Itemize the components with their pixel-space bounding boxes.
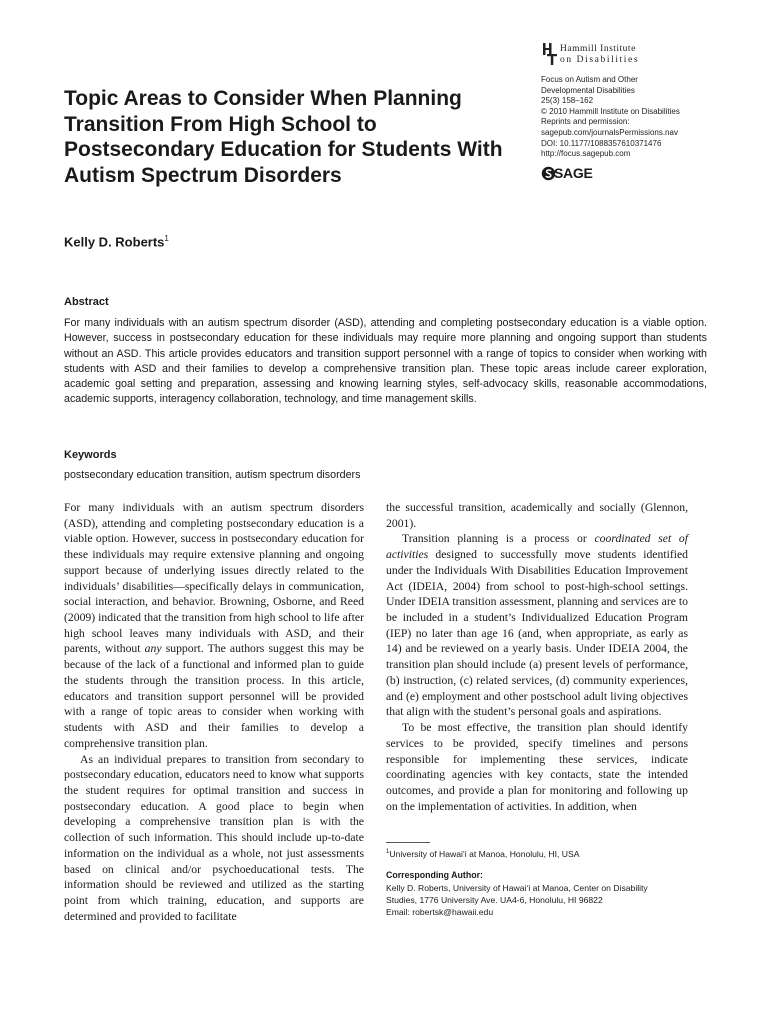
author-name [64,234,169,249]
affiliation-text: University of Hawai‘i at Manoa, Honolulu, HI, USA [389,849,580,859]
abstract-text: For many individuals with an autism spectrum disorder (ASD), attending and completing postsecondary education is a viable option. However, success in postsecondary education for these individuals may require more planning and ongoing support than students without an ASD. This article provides educators and transition support personnel with a range of topics to consider when working with students with ASD and their families to develop a comprehensive transition plan. These topic areas include career exploration, academic goal setting and preparation, assessing and knowing learning styles, self-advocacy skills, reasonable accommodations, academic supports, interagency collaboration, technology, and time management skills. [64,317,707,406]
corresponding-author-email: Email: robertsk@hawaii.edu [386,906,494,917]
journal-info-line: http://focus.sagepub.com [541,149,631,159]
article-title: Topic Areas to Consider When Planning Transition From High School to Postsecondary Education for Students With Autism Spectrum Disorders [64,87,503,187]
body-paragraph [386,531,688,720]
journal-info-line: sagepub.com/journalsPermissions.nav [541,127,678,137]
journal-info-line: © 2010 Hammill Institute on Disabilities [541,106,680,116]
journal-info [541,75,741,160]
body-text: Transition planning is a process or [402,532,595,546]
abstract-heading: Abstract [64,296,109,308]
author-name-text: Kelly D. Roberts [64,234,165,250]
footnote-mark: 1 [386,849,390,856]
footnote-affiliation [386,849,579,859]
body-emphasis: any [144,642,162,656]
journal-info-line: Focus on Autism and Other [541,75,638,84]
body-paragraph [64,500,364,752]
publisher-logo-hammill [542,40,702,68]
keywords-heading: Keywords [64,449,117,461]
body-text: support. The authors suggest this may be because of the lack of a functional and informed plan to guide the students through the transition process. In this article, educators and transition support personnel will be provided with a range of topic areas to consider when working with students with ASD and their families to develop a comprehensive transition plan. [64,642,364,750]
journal-info-line: DOI: 10.1177/1088357610371476 [541,138,662,148]
body-paragraph: To be most effective, the transition plan should identify services to be provided, specify timelines and persons responsible for implementing these services, indicate coordinating agencies with key contacts, state the intended outcomes, and provide a plan for monitoring and following up on the implementation of activities. In addition, when [386,721,688,813]
footnote-divider [386,842,430,843]
logo-line-2: on Disabilities [560,55,640,65]
body-emphasis: coordinated set of activities [386,532,688,562]
body-text: designed to successfully move students identified under the Individuals With Disabilities Education Improvement Act (IDEIA, 2004) from school to post-high-school settings. Under IDEIA transition assessment, planning and services are to be included in a student’s Individualized Education Program (IEP) no later than age 16 (and, when appropriate, as early as 14) and be reviewed on a yearly basis. Under IDEIA 2004, the transition plan should include (a) present levels of performance, (b) instruction, (c) related services, (d) community experiences, and (e) employment and other postschool adult living objectives that align with the student’s personal goals and aspirations. [386,548,688,719]
keywords-text: postsecondary education transition, autism spectrum disorders [64,469,361,481]
journal-info-line: Reprints and permission: [541,117,630,127]
corresponding-author-line: Kelly D. Roberts, University of Hawai‘i at Manoa, Center on Disability [386,883,648,893]
hammill-logo-icon [542,42,558,66]
body-column-right [386,500,688,814]
logo-line-1: Hammill Institute [560,44,636,54]
corresponding-author-heading: Corresponding Author: [386,870,483,880]
body-paragraph: As an individual prepares to transition from secondary to postsecondary education, educators need to know what supports the student requires for optimal transition and success in postsecondary education. A good place to begin when developing a comprehensive transition plan is with the collection of such information. This should include up-to-date information on the individual as a whole, not just assessments based on clinical and/or psychoeducational tests. The information should be reviewed and utilized as the starting point from which training, education, and supports are determined and provided to facilitate [64,752,364,923]
body-paragraph: the successful transition, academically and socially (Glennon, 2001). [386,501,688,530]
corresponding-author-line: Studies, 1776 University Ave. UA4-6, Honolulu, HI 96822 [386,894,603,905]
corresponding-author-details [386,883,648,918]
body-text: For many individuals with an autism spectrum disorders (ASD), attending and completing postsecondary education is a viable option. However, success in postsecondary education for these individuals may require extensive planning and ongoing support because of underlying issues directly related to the individuals’ disabilities—specifically delays in communication, social interaction, and behavior. Browning, Osborne, and Reed (2009) indicated that the transition from high school to life after high school leaves many individuals with ASD, and their parents, without [64,501,364,656]
sage-logo [541,165,621,183]
journal-info-line: Developmental Disabilities [541,85,635,95]
sage-wordmark: SAGE [554,165,593,181]
author-affiliation-mark: 1 [164,234,169,243]
journal-info-line: 25(3) 158–162 [541,96,594,106]
body-column-left [64,500,364,924]
